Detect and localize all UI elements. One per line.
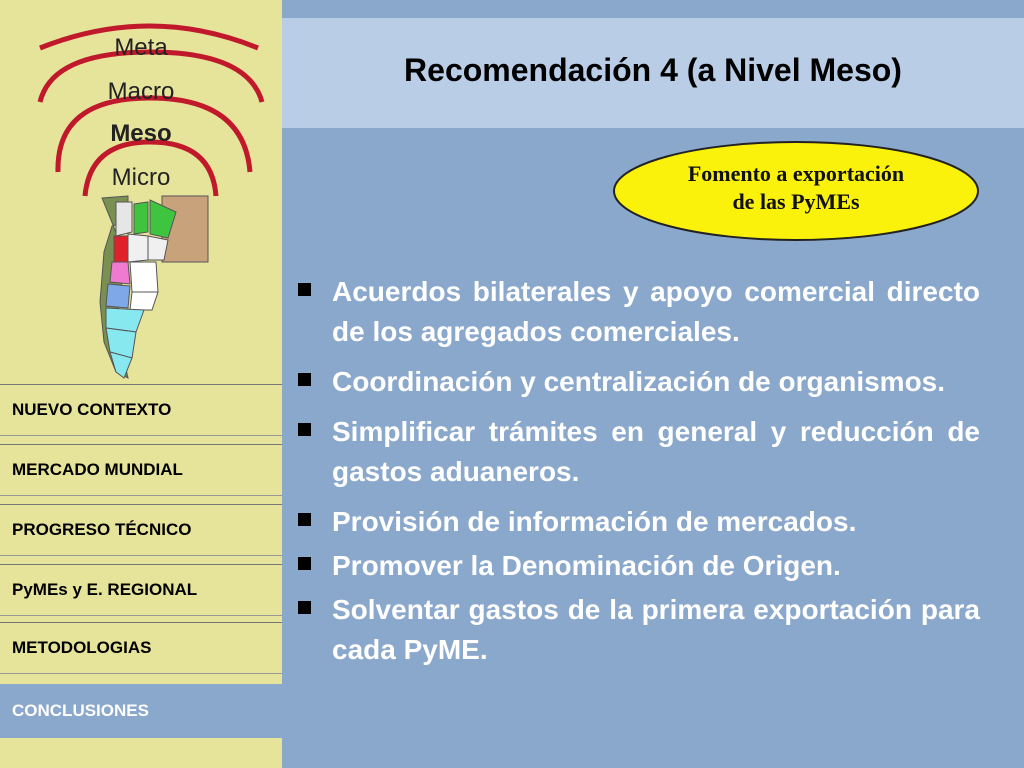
bullet-text: Promover la Denominación de Origen. bbox=[332, 550, 841, 581]
nav-label: PyMEs y E. REGIONAL bbox=[12, 580, 198, 599]
bullet-list bbox=[296, 272, 980, 680]
bullet-text: Acuerdos bilaterales y apoyo comercial directo de los agregados comerciales. bbox=[332, 276, 980, 347]
bullet-item bbox=[296, 362, 980, 402]
nav-nuevo-contexto[interactable] bbox=[0, 384, 282, 436]
argentina-map-icon bbox=[88, 192, 218, 382]
oval-line-2: de las PyMEs bbox=[732, 189, 860, 214]
square-bullet-icon bbox=[298, 283, 311, 296]
nav-conclusiones[interactable] bbox=[0, 684, 282, 738]
nav-label: METODOLOGIAS bbox=[12, 638, 152, 657]
square-bullet-icon bbox=[298, 373, 311, 386]
nav-mercado-mundial[interactable] bbox=[0, 444, 282, 496]
nav-label: CONCLUSIONES bbox=[12, 701, 149, 720]
square-bullet-icon bbox=[298, 557, 311, 570]
square-bullet-icon bbox=[298, 513, 311, 526]
nav-label: NUEVO CONTEXTO bbox=[12, 400, 172, 419]
square-bullet-icon bbox=[298, 601, 311, 614]
bullet-text: Provisión de información de mercados. bbox=[332, 506, 857, 537]
oval-text bbox=[612, 160, 980, 216]
oval-line-1: Fomento a exportación bbox=[687, 161, 905, 186]
level-micro-label: Micro bbox=[111, 164, 171, 191]
nav-pymes-regional[interactable] bbox=[0, 564, 282, 616]
level-meso-label: Meso bbox=[110, 120, 172, 147]
bullet-text: Solventar gastos de la primera exportación para cada PyME. bbox=[332, 594, 980, 665]
level-meta-label: Meta bbox=[114, 34, 168, 61]
bullet-item bbox=[296, 272, 980, 352]
level-macro-label: Macro bbox=[107, 78, 175, 105]
sidebar bbox=[0, 0, 282, 768]
nav-label: PROGRESO TÉCNICO bbox=[12, 520, 192, 539]
nav-label: MERCADO MUNDIAL bbox=[12, 460, 183, 479]
bullet-item bbox=[296, 546, 980, 586]
square-bullet-icon bbox=[298, 423, 311, 436]
nav-metodologias[interactable] bbox=[0, 622, 282, 674]
bullet-text: Coordinación y centralización de organismos. bbox=[332, 366, 946, 397]
page-title: Recomendación 4 (a Nivel Meso) bbox=[404, 52, 902, 88]
bullet-item bbox=[296, 502, 980, 542]
nav-progreso-tecnico[interactable] bbox=[0, 504, 282, 556]
bullet-item bbox=[296, 590, 980, 670]
bullet-text: Simplificar trámites en general y reducción de gastos aduaneros. bbox=[332, 416, 980, 487]
bullet-item bbox=[296, 412, 980, 492]
